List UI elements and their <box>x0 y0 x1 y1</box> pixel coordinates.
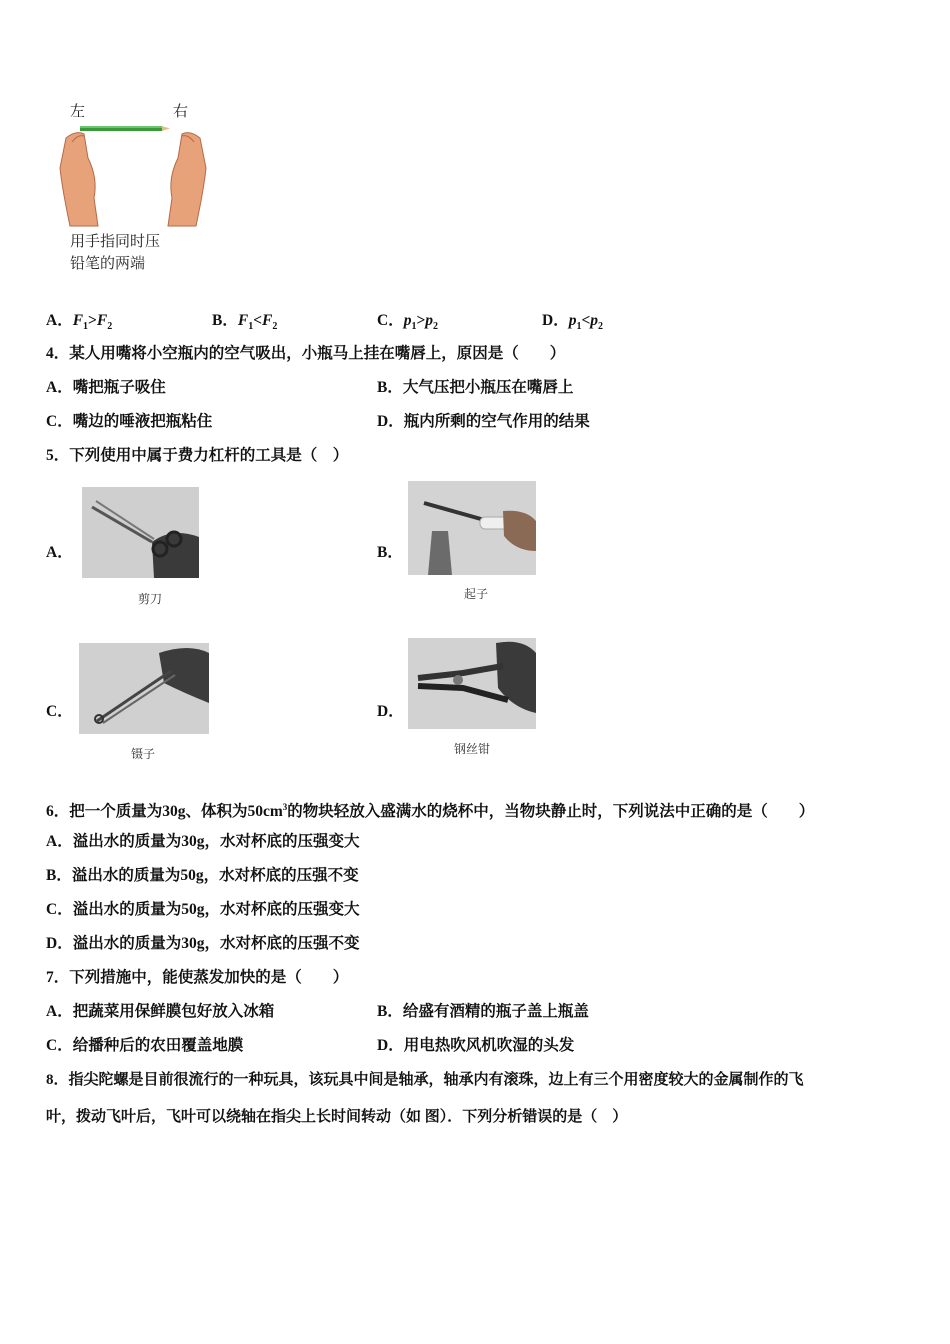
q4-option-d[interactable]: D．瓶内所剩的空气作用的结果 <box>377 413 590 430</box>
q3-option-a[interactable]: A．$F_1>F_2$ <box>46 312 113 333</box>
left-label: 左 <box>70 102 86 120</box>
scissors-icon <box>82 487 199 578</box>
q6-option-b[interactable]: B．溢出水的质量为50g，水对杯底的压强不变 <box>46 867 359 884</box>
q6-option-d[interactable]: D．溢出水的质量为30g，水对杯底的压强不变 <box>46 935 360 952</box>
bottle-opener-icon <box>408 481 536 575</box>
q5-option-a-letter[interactable]: A． <box>46 544 73 561</box>
q5-stem: 5．下列使用中属于费力杠杆的工具是（ ） <box>46 447 349 464</box>
q3-option-c[interactable]: C．$p_1>p_2$ <box>377 312 439 333</box>
scissors-caption: 剪刀 <box>137 592 162 606</box>
bottle-opener-caption: 起子 <box>463 587 488 601</box>
q7-option-b[interactable]: B．给盛有酒精的瓶子盖上瓶盖 <box>377 1003 589 1020</box>
tweezers-caption: 镊子 <box>130 747 155 761</box>
q4-option-a[interactable]: A．嘴把瓶子吸住 <box>46 379 166 396</box>
q7-option-d[interactable]: D．用电热吹风机吹湿的头发 <box>377 1037 575 1054</box>
q6-stem: 6．把一个质量为30g、体积为$50cm^3$的物块轻放入盛满水的烧杯中，当物块静止时，下列说法中正确的是（ ） <box>46 802 815 821</box>
figure-caption-line1: 用手指同时压 <box>70 232 161 250</box>
pliers-caption: 钢丝钳 <box>453 742 490 756</box>
q7-stem: 7．下列措施中，能使蒸发加快的是（ ） <box>46 969 349 986</box>
q6-option-a[interactable]: A．溢出水的质量为30g，水对杯底的压强变大 <box>46 833 360 850</box>
hands-pencil-illustration <box>58 118 208 228</box>
q5-option-d-letter[interactable]: D． <box>377 703 404 720</box>
q8-stem-line1: 8．指尖陀螺是目前很流行的一种玩具，该玩具中间是轴承，轴承内有滚珠，边上有三个用密度较大的金属制作的飞 <box>46 1072 804 1088</box>
bottle-opener-photo <box>408 481 536 575</box>
q4-stem: 4．某人用嘴将小空瓶内的空气吸出，小瓶马上挂在嘴唇上，原因是（ ） <box>46 345 566 362</box>
q8-stem-line2: 叶，拨动飞叶后，飞叶可以绕轴在指尖上长时间转动（如 图）．下列分析错误的是（ ） <box>46 1109 628 1125</box>
pencil-figure <box>58 100 208 280</box>
figure-caption-line2: 铅笔的两端 <box>70 254 146 272</box>
q7-option-c[interactable]: C．给播种后的农田覆盖地膜 <box>46 1037 244 1054</box>
q4-option-c[interactable]: C．嘴边的唾液把瓶粘住 <box>46 413 213 430</box>
scissors-photo <box>82 487 199 578</box>
q6-option-c[interactable]: C．溢出水的质量为50g，水对杯底的压强变大 <box>46 901 360 918</box>
q4-option-b[interactable]: B．大气压把小瓶压在嘴唇上 <box>377 379 574 396</box>
q3-option-b[interactable]: B．$F_1<F_2$ <box>212 312 278 333</box>
right-label: 右 <box>173 102 189 120</box>
q5-option-c-letter[interactable]: C． <box>46 703 73 720</box>
pliers-photo <box>408 638 536 729</box>
tweezers-icon <box>79 643 209 734</box>
q5-option-b-letter[interactable]: B． <box>377 544 403 561</box>
q7-option-a[interactable]: A．把蔬菜用保鲜膜包好放入冰箱 <box>46 1003 275 1020</box>
tweezers-photo <box>79 643 209 734</box>
pliers-icon <box>408 638 536 729</box>
q3-option-d[interactable]: D．$p_1<p_2$ <box>542 312 604 333</box>
